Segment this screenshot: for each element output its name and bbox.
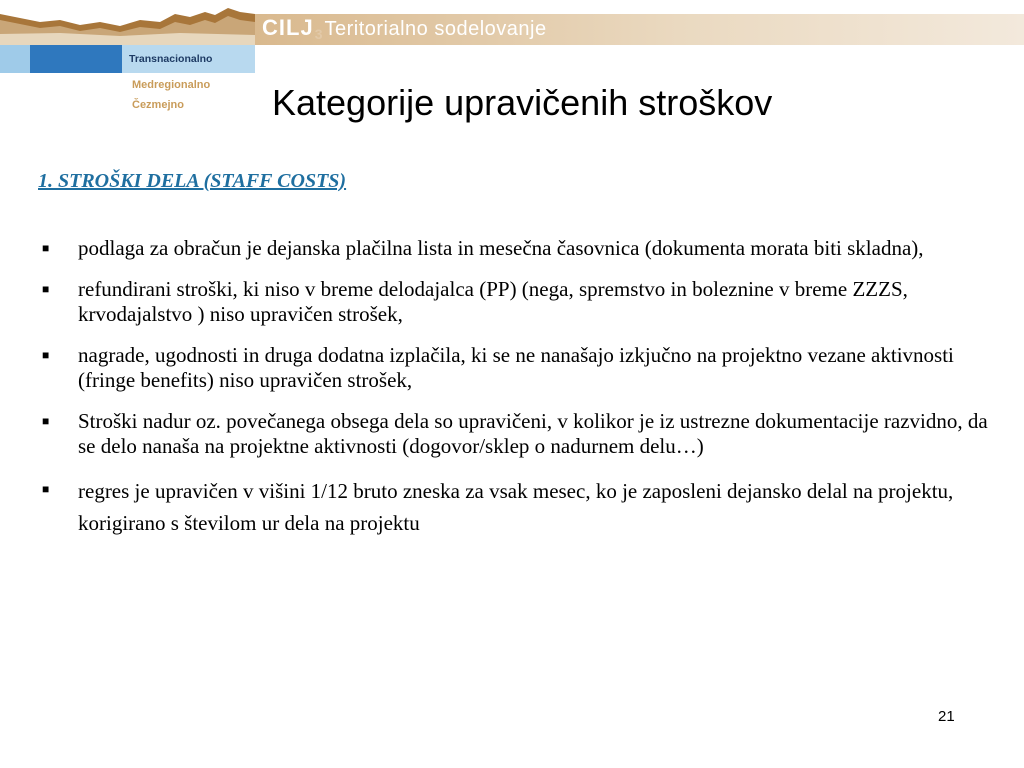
bullet-text: nagrade, ugodnosti in druga dodatna izplačila, ki se ne nanašajo izkjučno na projektno vezane aktivnosti (fringe benefits) niso upravičen strošek, <box>78 343 954 392</box>
bullet-text: refundirani stroški, ki niso v breme delodajalca (PP) (nega, spremstvo in boleznine v breme ZZZS, krvodajalstvo ) niso upravičen strošek, <box>78 277 908 326</box>
brand-name: CILJ <box>262 15 314 40</box>
square-bullet-icon: ■ <box>42 241 50 255</box>
list-item <box>40 236 1000 261</box>
nav-item-cezmejno: Čezmejno <box>132 99 184 111</box>
bullet-list <box>40 236 1000 555</box>
square-bullet-icon: ■ <box>42 348 50 362</box>
brand-logo <box>262 15 547 45</box>
nav-ribbon <box>0 45 255 73</box>
brand-number: 3 <box>314 26 323 42</box>
slide-title: Kategorije upravičenih stroškov <box>272 82 773 123</box>
list-item <box>40 343 1000 393</box>
square-bullet-icon: ■ <box>42 282 50 296</box>
square-bullet-icon: ■ <box>42 482 50 496</box>
square-bullet-icon: ■ <box>42 414 50 428</box>
nav-item-transnacionalno: Transnacionalno <box>122 45 255 73</box>
list-item <box>40 409 1000 459</box>
page-number: 21 <box>938 708 955 725</box>
bullet-text: Stroški nadur oz. povečanega obsega dela so upravičeni, v kolikor je iz ustrezne dokumentacije razvidno, da se delo nanaša na projektne aktivnosti (dogovor/sklep o nadurnem delu…) <box>78 409 988 458</box>
bullet-text: podlaga za obračun je dejanska plačilna lista in mesečna časovnica (dokumenta morata biti skladna), <box>78 236 924 260</box>
brand-subtitle: Teritorialno sodelovanje <box>324 18 547 40</box>
list-item <box>40 277 1000 327</box>
section-heading: 1. STROŠKI DELA (STAFF COSTS) <box>38 170 347 192</box>
ribbon-accent-light <box>0 45 30 73</box>
nav-item-medregionalno: Medregionalno <box>132 79 211 91</box>
bullet-text: regres je upravičen v višini 1/12 bruto zneska za vsak mesec, ko je zaposleni dejansko delal na projektu, korigirano s številom ur dela na projektu <box>78 479 954 535</box>
ribbon-accent-dark <box>30 45 122 73</box>
list-item <box>40 475 1000 539</box>
